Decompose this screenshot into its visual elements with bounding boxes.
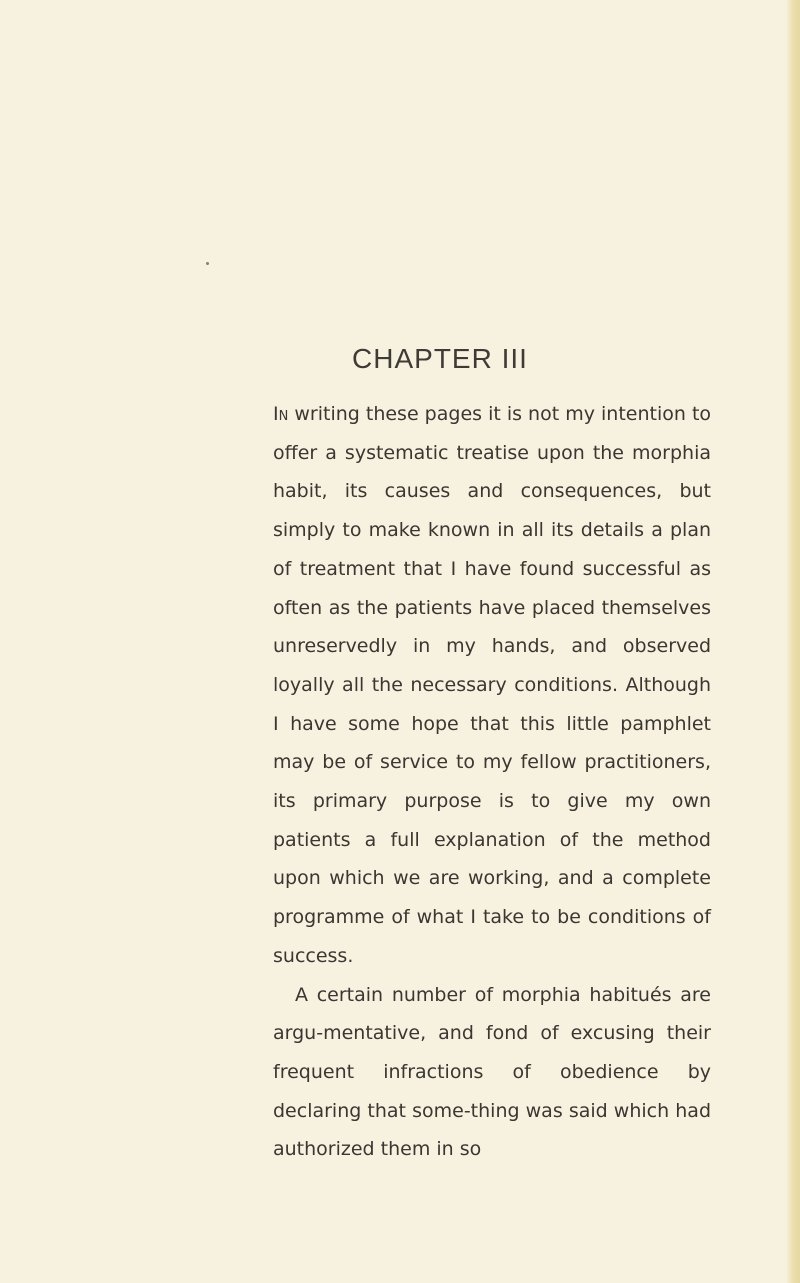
chapter-heading: CHAPTER III	[352, 343, 528, 374]
page-edge-shading	[786, 0, 800, 1283]
body-text	[273, 395, 711, 1169]
paragraph-1	[273, 395, 711, 976]
paper-speck	[206, 262, 209, 265]
paragraph-1-text: writing these pages it is not my intention to offer a systematic treatise upon the morphia habit, its causes and consequences, but simply to make known in all its details a plan of treatment that I have found successful as often as the patients have placed themselves unreservedly in my hands, and observed loyally all the necessary conditions. Although I have some hope that this little pamphlet may be of service to my fellow practitioners, its primary purpose is to give my own patients a full explanation of the method upon which we are working, and a complete programme of what I take to be conditions of success.	[273, 403, 712, 967]
paragraph-1-lead-word: In	[273, 403, 289, 425]
paragraph-2: A certain number of morphia habitués are argu-mentative, and fond of excusing their frequent infractions of obedience by declaring that some-thing was said which had authorized them in so	[273, 983, 711, 1161]
